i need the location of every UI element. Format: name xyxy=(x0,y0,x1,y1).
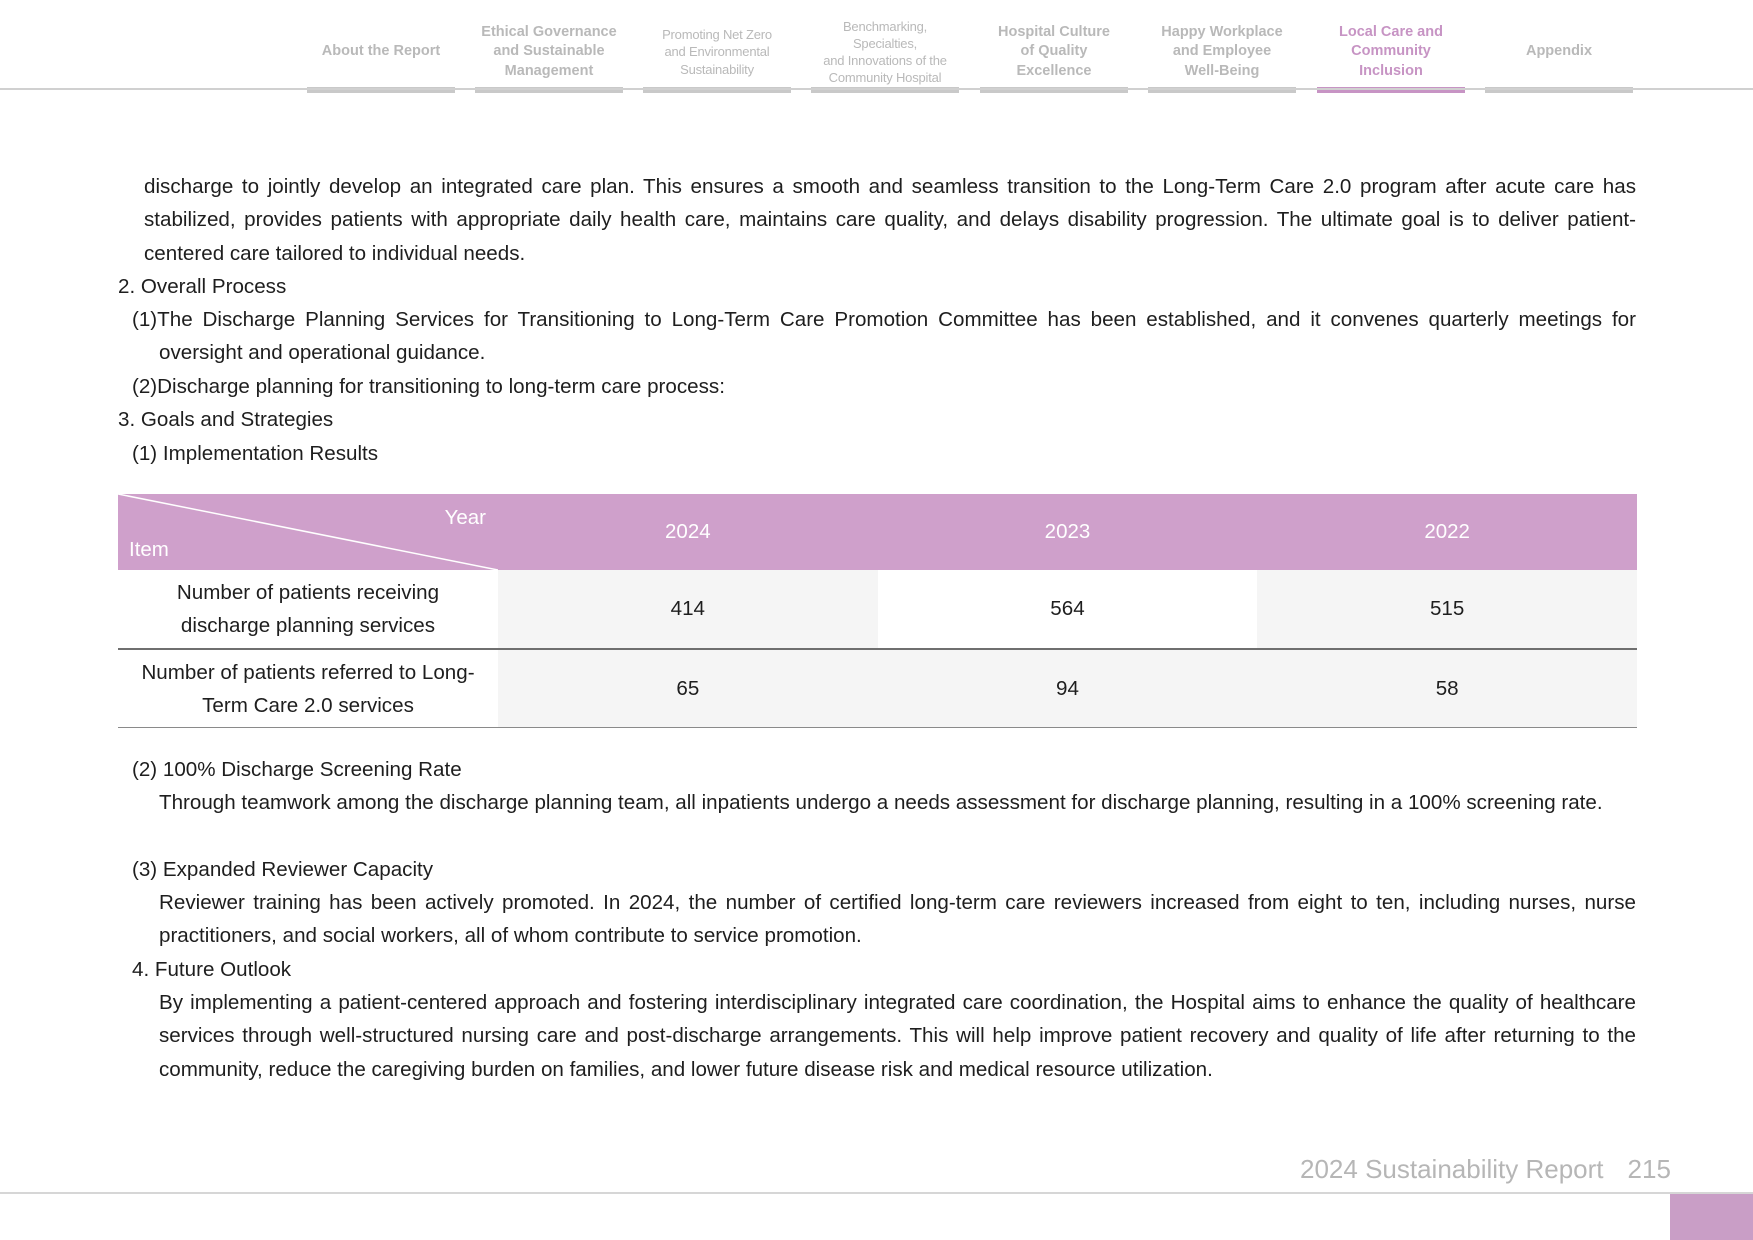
section-heading: 3. Goals and Strategies xyxy=(118,408,334,431)
table-row xyxy=(118,649,1637,728)
reviewer-paragraph: Reviewer training has been actively promoted. In 2024, the number of certified long-term care reviewers increased from eight to ten, including nurses, nurse practitioners, and social workers, all of whom contribute to service promotion. xyxy=(159,891,1636,948)
tab-appendix[interactable] xyxy=(1485,22,1633,93)
footer-accent-block xyxy=(1670,1194,1753,1240)
subsection-heading: (2) 100% Discharge Screening Rate xyxy=(132,758,462,781)
tab-label: Happy Workplace and Employee Well-Being xyxy=(1161,24,1283,79)
tab-label: Benchmarking, Specialties, and Innovations of the Community Hospital xyxy=(823,18,947,86)
corner-item-label: Item xyxy=(129,538,169,561)
table-corner-cell xyxy=(118,494,498,570)
process-item: (2)Discharge planning for transitioning to long-term care process: xyxy=(132,375,725,398)
page-footer xyxy=(1300,1154,1710,1185)
table-cell: 564 xyxy=(878,570,1258,649)
subsection-heading: (3) Expanded Reviewer Capacity xyxy=(132,858,434,881)
nav-divider xyxy=(0,88,1753,90)
process-item xyxy=(132,303,1636,370)
tab-local-care[interactable] xyxy=(1317,22,1465,93)
tab-label: Promoting Net Zero and Environmental Sustainability xyxy=(662,27,772,77)
results-table xyxy=(118,494,1637,728)
tab-label: Hospital Culture of Quality Excellence xyxy=(998,24,1110,79)
year-header: 2024 xyxy=(498,494,878,570)
table-header-row xyxy=(118,494,1637,570)
intro-paragraph: discharge to jointly develop an integrated care plan. This ensures a smooth and seamless transition to the Long-Term Care 2.0 program after acute care has stabilized, provides patients with appropriate daily health care, maintains care quality, and delays disability progression. The ultimate goal is to deliver patient-centered care tailored to individual needs. xyxy=(144,175,1636,265)
row-label: Number of patients receiving discharge planning services xyxy=(118,570,498,649)
footer-divider xyxy=(0,1192,1753,1194)
table-cell: 515 xyxy=(1257,570,1637,649)
report-title: 2024 Sustainability Report xyxy=(1300,1154,1604,1184)
section-nav xyxy=(0,0,1753,93)
section-heading: 4. Future Outlook xyxy=(132,958,292,981)
tab-label: Ethical Governance and Sustainable Management xyxy=(481,24,617,79)
page-number: 215 xyxy=(1627,1154,1671,1184)
table-cell: 94 xyxy=(878,649,1258,728)
tab-label: Local Care and Community Inclusion xyxy=(1339,24,1443,79)
table-cell: 414 xyxy=(498,570,878,649)
corner-year-label: Year xyxy=(444,506,486,529)
tab-happy-workplace[interactable] xyxy=(1148,22,1296,93)
diagonal-divider xyxy=(118,494,498,570)
outlook-paragraph: By implementing a patient-centered approach and fostering interdisciplinary integrated care coordination, the Hospital aims to enhance the quality of healthcare services through well-structured nursing care and post-discharge arrangements. This will help improve patient recovery and quality of life after returning to the community, reduce the caregiving burden on families, and lower future disease risk and medical resource utilization. xyxy=(159,991,1636,1081)
tab-about-the-report[interactable] xyxy=(307,22,455,93)
tab-label: About the Report xyxy=(321,43,441,60)
tab-ethical-governance[interactable] xyxy=(475,22,623,93)
tab-benchmarking[interactable] xyxy=(811,18,959,93)
section-heading: 2. Overall Process xyxy=(118,275,287,298)
tab-hospital-culture[interactable] xyxy=(980,22,1128,93)
process-item-text: (1)The Discharge Planning Services for Transitioning to Long-Term Care Promotion Committee has been established, and it convenes quarterly meetings for oversight and operational guidance. xyxy=(132,308,1636,365)
table-cell: 58 xyxy=(1257,649,1637,728)
table-cell: 65 xyxy=(498,649,878,728)
year-header: 2023 xyxy=(878,494,1258,570)
tab-net-zero[interactable] xyxy=(643,22,791,93)
row-label: Number of patients referred to Long- Term Care 2.0 services xyxy=(118,649,498,728)
table-row xyxy=(118,570,1637,649)
tab-label: Appendix xyxy=(1525,43,1593,60)
year-header: 2022 xyxy=(1257,494,1637,570)
subsection-heading: (1) Implementation Results xyxy=(132,442,379,465)
screening-paragraph: Through teamwork among the discharge planning team, all inpatients undergo a needs assessment for discharge planning, resulting in a 100% screening rate. xyxy=(159,791,1603,814)
